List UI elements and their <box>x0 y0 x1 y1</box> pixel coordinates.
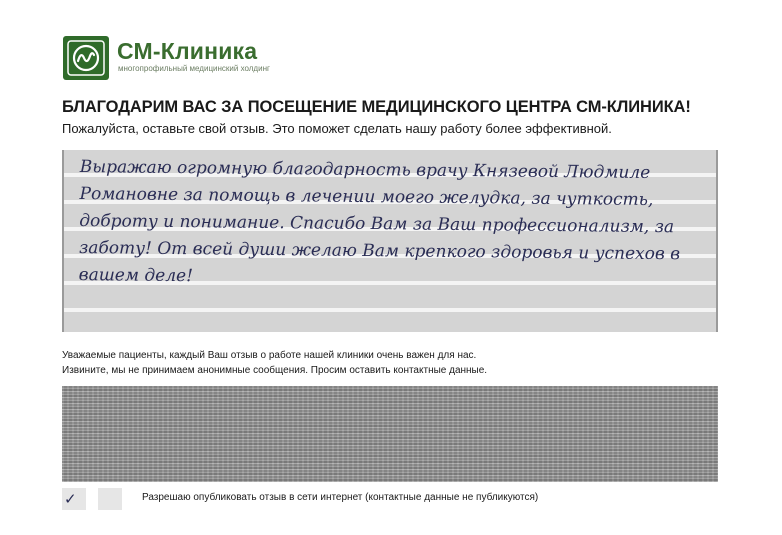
info-note <box>62 348 487 378</box>
brand-name: СМ-Клиника <box>117 38 258 64</box>
review-handwritten-text: Выражаю огромную благодарность врачу Князевой Людмиле Романовне за помощь в лечении моего желудка, за чуткость, доброту и понимание. Спасибо Вам за Ваш профессионализм, за заботу! От всей души желаю Вам крепкого здоровья и успехов в вашем деле! <box>78 156 681 287</box>
page-title: БЛАГОДАРИМ ВАС ЗА ПОСЕЩЕНИЕ МЕДИЦИНСКОГО ЦЕНТРА СМ-КЛИНИКА! <box>62 98 691 116</box>
info-line-anonymous: Извините, мы не принимаем анонимные сообщения. Просим оставить контактные данные. <box>62 365 488 376</box>
consent-label: Разрешаю опубликовать отзыв в сети интернет (контактные данные не публикуются) <box>142 492 539 503</box>
page-subtitle: Пожалуйста, оставьте свой отзыв. Это поможет сделать нашу работу более эффективной. <box>62 121 612 136</box>
consent-yes-checkbox[interactable] <box>62 488 86 510</box>
info-line-importance: Уважаемые пациенты, каждый Ваш отзыв о работе нашей клиники очень важен для нас. <box>62 350 477 361</box>
review-field[interactable] <box>62 150 718 332</box>
brand-tagline: многопрофильный медицинский холдинг <box>118 64 270 73</box>
checkmark-icon: ✓ <box>64 490 77 508</box>
consent-no-checkbox[interactable] <box>98 488 122 510</box>
brand-logo <box>63 36 109 80</box>
contact-details-redacted <box>62 386 718 482</box>
cm-logo-icon <box>63 36 109 80</box>
